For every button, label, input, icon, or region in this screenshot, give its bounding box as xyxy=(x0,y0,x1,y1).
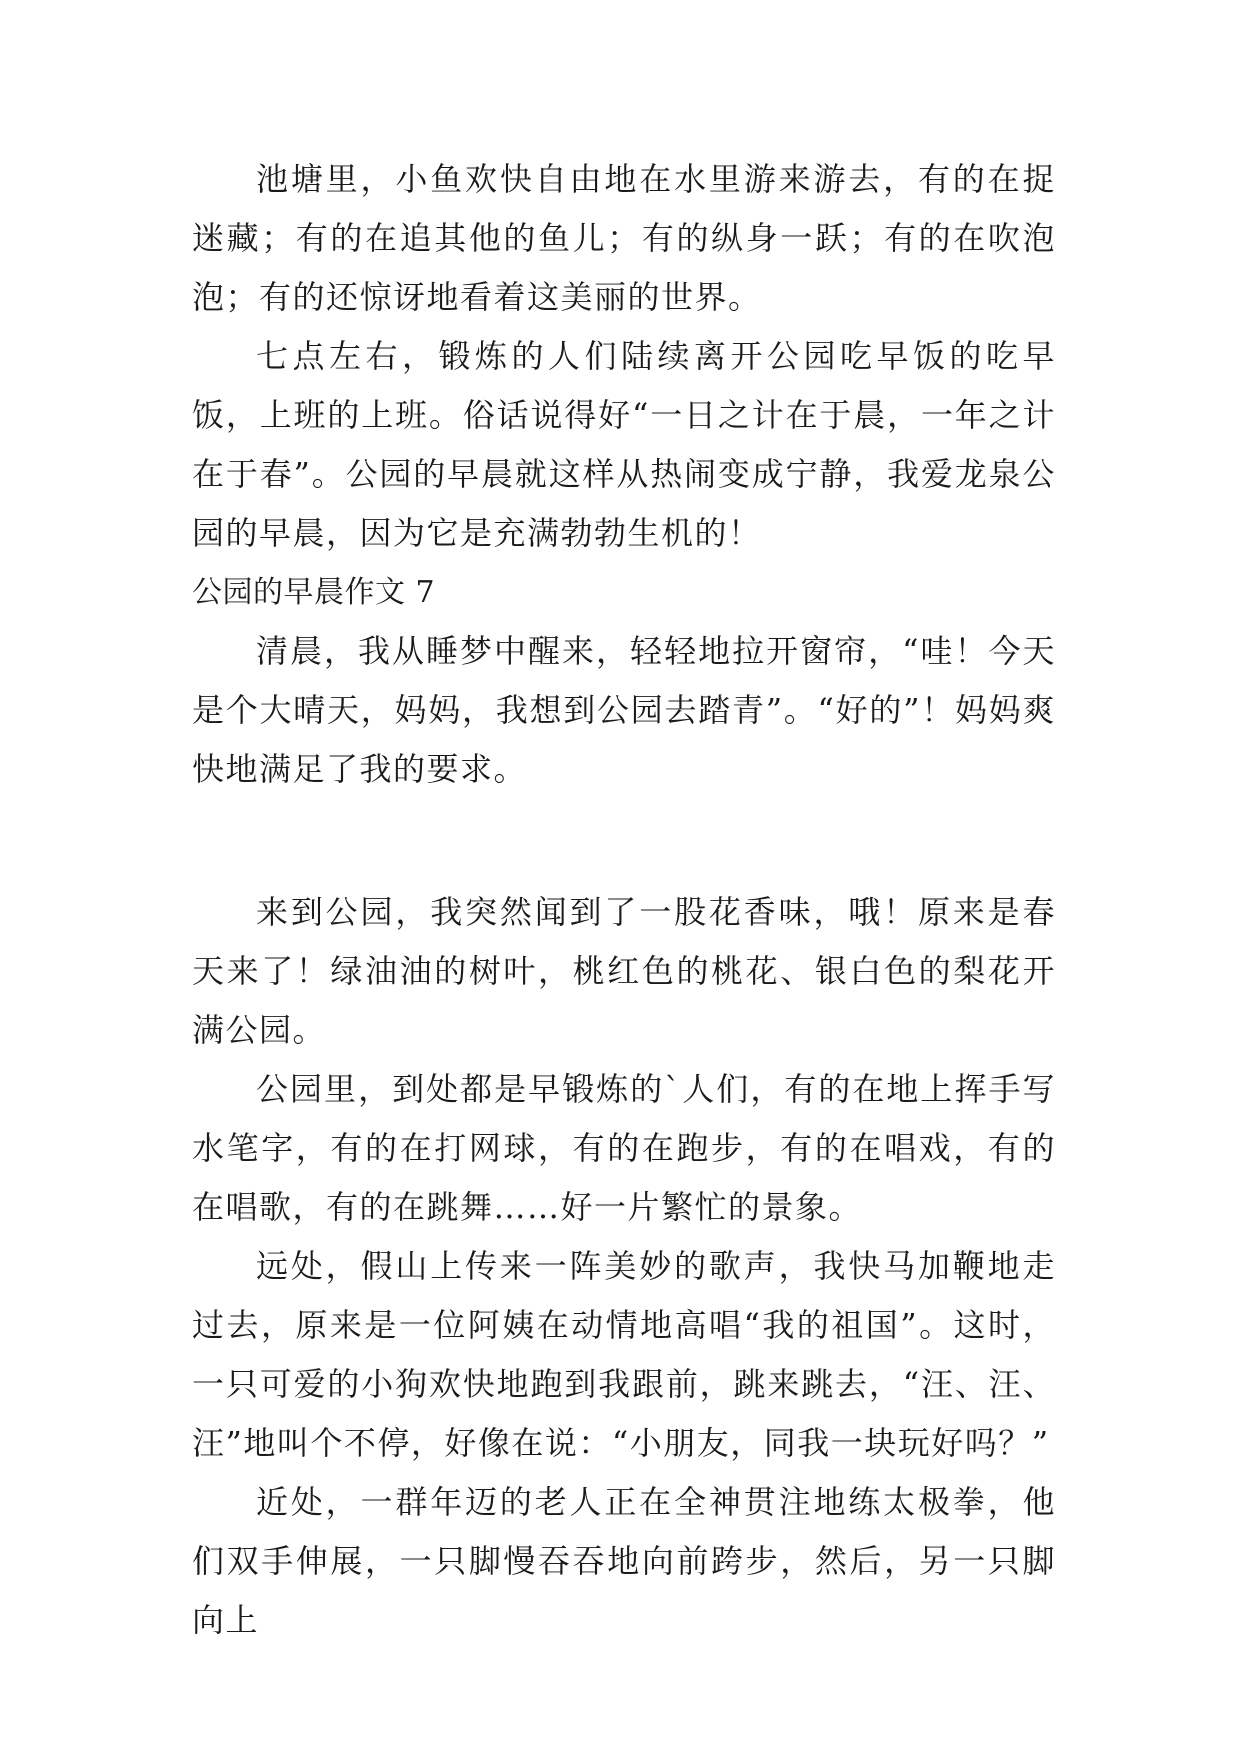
paragraph-singing-aunt: 远处，假山上传来一阵美妙的歌声，我快马加鞭地走过去，原来是一位阿姨在动情地高唱“我的祖国”。这时，一只可爱的小狗欢快地跑到我跟前，跳来跳去，“汪、汪、汪”地叫个不停，好像在说：“小朋友，同我一块玩好吗？” xyxy=(192,1247,1056,1462)
paragraph-arrive-park: 来到公园，我突然闻到了一股花香味，哦！原来是春天来了！绿油油的树叶，桃红色的桃花、银白色的梨花开满公园。 xyxy=(192,893,1056,1049)
paragraph-exercising-people: 公园里，到处都是早锻炼的`人们，有的在地上挥手写水笔字，有的在打网球，有的在跑步，有的在唱戏，有的在唱歌，有的在跳舞……好一片繁忙的景象。 xyxy=(192,1070,1056,1226)
essay-heading: 公园的早晨作文 7 xyxy=(192,575,436,610)
document-page xyxy=(192,150,1056,1650)
paragraph-pond: 池塘里，小鱼欢快自由地在水里游来游去，有的在捉迷藏；有的在追其他的鱼儿；有的纵身一跃；有的在吹泡泡；有的还惊讶地看着这美丽的世界。 xyxy=(192,160,1056,316)
paragraph-seven-oclock: 七点左右，锻炼的人们陆续离开公园吃早饭的吃早饭，上班的上班。俗话说得好“一日之计在于晨，一年之计在于春”。公园的早晨就这样从热闹变成宁静，我爱龙泉公园的早晨，因为它是充满勃勃生机的！ xyxy=(192,337,1056,552)
paragraph-taichi: 近处，一群年迈的老人正在全神贯注地练太极拳，他们双手伸展，一只脚慢吞吞地向前跨步，然后，另一只脚向上 xyxy=(192,1483,1056,1639)
paragraph-morning-wake: 清晨，我从睡梦中醒来，轻轻地拉开窗帘，“哇！今天是个大晴天，妈妈，我想到公园去踏青”。“好的”！妈妈爽快地满足了我的要求。 xyxy=(192,632,1056,788)
blank-gap xyxy=(192,799,1056,883)
